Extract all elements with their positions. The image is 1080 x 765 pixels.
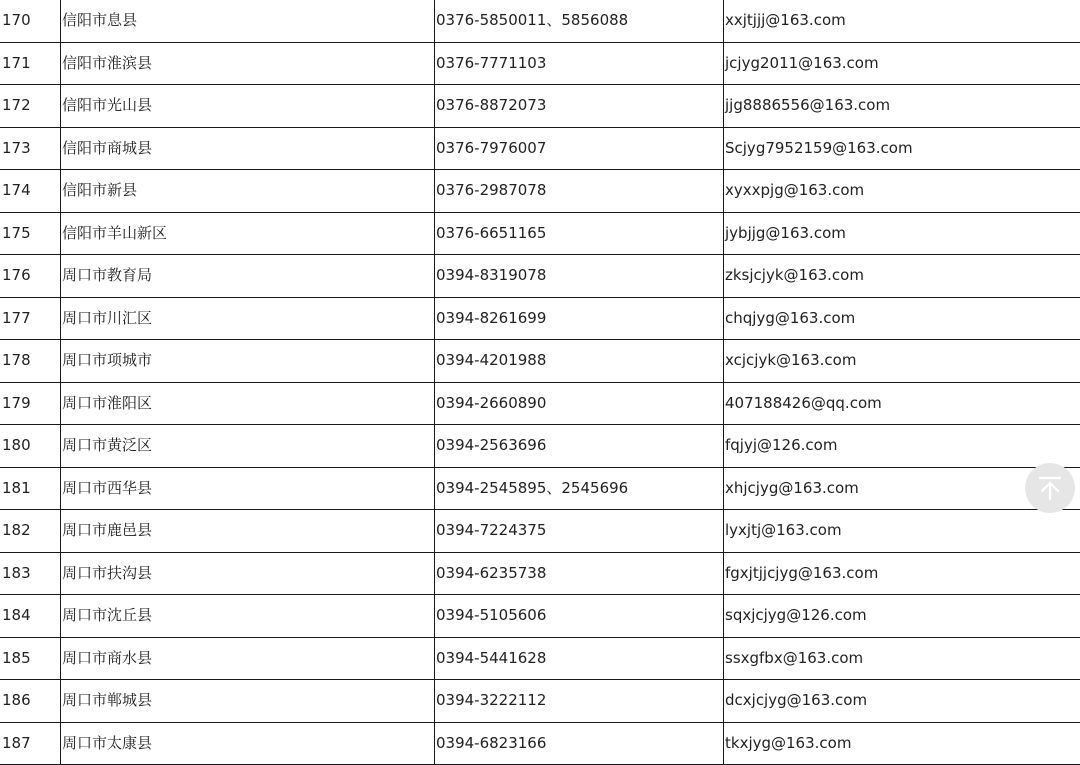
unit-name: 周口市扶沟县	[61, 552, 435, 595]
phone-number: 0376-6651165	[435, 212, 724, 255]
row-number: 178	[0, 340, 61, 383]
email-address: xcjcjyk@163.com	[724, 340, 1080, 383]
row-number: 173	[0, 127, 61, 170]
scroll-to-top-button[interactable]	[1025, 463, 1075, 513]
row-number: 187	[0, 722, 61, 765]
email-address: xhjcjyg@163.com	[724, 467, 1080, 510]
table-row	[0, 212, 1080, 255]
unit-name: 周口市黄泛区	[61, 425, 435, 468]
unit-name: 信阳市羊山新区	[61, 212, 435, 255]
unit-name: 周口市郸城县	[61, 680, 435, 723]
email-address: jybjjg@163.com	[724, 212, 1080, 255]
email-address: dcxjcjyg@163.com	[724, 680, 1080, 723]
table-row	[0, 382, 1080, 425]
email-address: sqxjcjyg@126.com	[724, 595, 1080, 638]
phone-number: 0376-7771103	[435, 42, 724, 85]
phone-number: 0394-5105606	[435, 595, 724, 638]
arrow-up-to-top-icon	[1037, 475, 1063, 501]
phone-number: 0394-2563696	[435, 425, 724, 468]
table-row	[0, 85, 1080, 128]
table-row	[0, 680, 1080, 723]
table-row	[0, 552, 1080, 595]
table-row	[0, 42, 1080, 85]
table-row	[0, 127, 1080, 170]
table-row	[0, 170, 1080, 213]
row-number: 177	[0, 297, 61, 340]
row-number: 170	[0, 0, 61, 42]
row-number: 175	[0, 212, 61, 255]
email-address: zksjcjyk@163.com	[724, 255, 1080, 298]
row-number: 182	[0, 510, 61, 553]
unit-name: 信阳市息县	[61, 0, 435, 42]
unit-name: 周口市太康县	[61, 722, 435, 765]
table-row	[0, 0, 1080, 42]
unit-name: 周口市沈丘县	[61, 595, 435, 638]
unit-name: 周口市西华县	[61, 467, 435, 510]
email-address: xxjtjjj@163.com	[724, 0, 1080, 42]
table-row	[0, 595, 1080, 638]
row-number: 180	[0, 425, 61, 468]
unit-name: 周口市项城市	[61, 340, 435, 383]
email-address: chqjyg@163.com	[724, 297, 1080, 340]
row-number: 183	[0, 552, 61, 595]
email-address: lyxjtj@163.com	[724, 510, 1080, 553]
row-number: 181	[0, 467, 61, 510]
row-number: 184	[0, 595, 61, 638]
email-address: xyxxpjg@163.com	[724, 170, 1080, 213]
phone-number: 0376-7976007	[435, 127, 724, 170]
table-row	[0, 425, 1080, 468]
row-number: 171	[0, 42, 61, 85]
phone-number: 0394-5441628	[435, 637, 724, 680]
unit-name: 周口市商水县	[61, 637, 435, 680]
phone-number: 0376-2987078	[435, 170, 724, 213]
email-address: jcjyg2011@163.com	[724, 42, 1080, 85]
unit-name: 信阳市淮滨县	[61, 42, 435, 85]
unit-name: 周口市淮阳区	[61, 382, 435, 425]
phone-number: 0394-7224375	[435, 510, 724, 553]
table-row	[0, 255, 1080, 298]
table-row	[0, 340, 1080, 383]
unit-name: 周口市鹿邑县	[61, 510, 435, 553]
phone-number: 0376-5850011、5856088	[435, 0, 724, 42]
row-number: 185	[0, 637, 61, 680]
email-address: Scjyg7952159@163.com	[724, 127, 1080, 170]
phone-number: 0394-2660890	[435, 382, 724, 425]
row-number: 179	[0, 382, 61, 425]
table-row	[0, 722, 1080, 765]
unit-name: 周口市川汇区	[61, 297, 435, 340]
table-row	[0, 297, 1080, 340]
phone-number: 0394-6823166	[435, 722, 724, 765]
phone-number: 0394-8261699	[435, 297, 724, 340]
phone-number: 0394-2545895、2545696	[435, 467, 724, 510]
row-number: 174	[0, 170, 61, 213]
email-address: jjg8886556@163.com	[724, 85, 1080, 128]
phone-number: 0394-8319078	[435, 255, 724, 298]
phone-number: 0376-8872073	[435, 85, 724, 128]
row-number: 176	[0, 255, 61, 298]
phone-number: 0394-3222112	[435, 680, 724, 723]
phone-number: 0394-6235738	[435, 552, 724, 595]
email-address: ssxgfbx@163.com	[724, 637, 1080, 680]
email-address: fgxjtjjcjyg@163.com	[724, 552, 1080, 595]
unit-name: 信阳市商城县	[61, 127, 435, 170]
email-address: 407188426@qq.com	[724, 382, 1080, 425]
row-number: 186	[0, 680, 61, 723]
unit-name: 周口市教育局	[61, 255, 435, 298]
table-row	[0, 637, 1080, 680]
row-number: 172	[0, 85, 61, 128]
table-row	[0, 510, 1080, 553]
unit-name: 信阳市光山县	[61, 85, 435, 128]
table-row	[0, 467, 1080, 510]
email-address: tkxjyg@163.com	[724, 722, 1080, 765]
email-address: fqjyj@126.com	[724, 425, 1080, 468]
unit-name: 信阳市新县	[61, 170, 435, 213]
phone-number: 0394-4201988	[435, 340, 724, 383]
